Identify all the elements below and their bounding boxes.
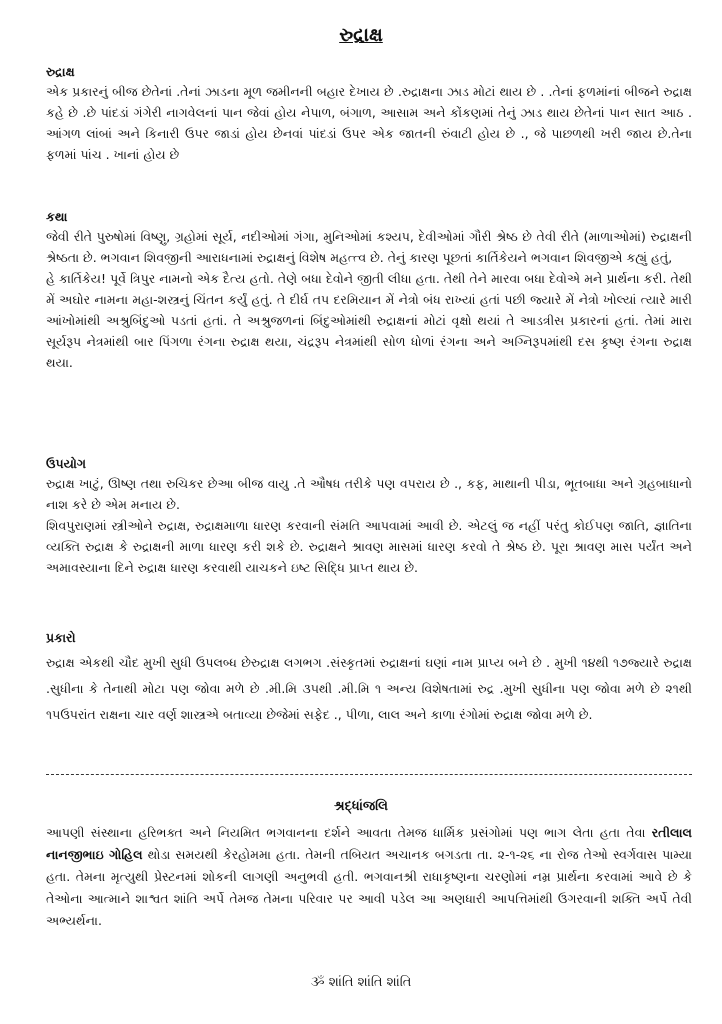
section-body-upyog — [46, 473, 692, 578]
paragraph: રુદ્રાક્ષ ખાટું, ઊષ્ણ તથા રુચિકર છેઆ બીજ વાયુ .તે ઔષધ તરીકે પણ વપરાય છે ., કફ, માથાની પીડા, ભૂતબાધા અને ગ્રહબાધાનો નાશ કરે છે એમ મનાય છે. — [46, 476, 692, 512]
page-title: રુદ્રાક્ષ — [339, 24, 383, 46]
section-body-katha — [46, 226, 692, 373]
paragraph: જેવી રીતે પુરુષોમાં વિષ્ણુ, ગ્રહોમાં સૂર્ય, નદીઓમાં ગંગા, મુનિઓમાં કશ્યપ, દેવીઓમાં ગૌરી શ્રેષ્ઠ છે તેવી રીતે (માળાઓમાં) રુદ્રાક્ષની શ્રેષ્ઠતા છે. ભગવાન શિવજીની આરાધનામાં રુદ્રાક્ષનું વિશેષ મહત્ત્વ છે. તેનું કારણ પૂછતાં કાર્તિકેયને ભગવાન શિવજીએ કહ્યું હતું, — [46, 229, 692, 265]
tribute-title: શ્રદ્ધાંજલિ — [334, 799, 388, 814]
closing-line: ૐ શાંતિ શાંતિ શાંતિ — [310, 975, 412, 990]
section-heading-prakaro: પ્રકારો — [46, 630, 76, 645]
tribute-body — [46, 822, 692, 932]
tribute-text-start: આપણી સંસ્થાના હરિભક્ત અને નિયમિત ભગવાનના દર્શને આવતા તેમજ ધાર્મિક પ્રસંગોમાં પણ ભાગ લેતા હતા તેવા — [46, 825, 652, 840]
section-body-rudraksh — [46, 81, 692, 165]
dashed-divider — [46, 774, 692, 775]
paragraph: એક પ્રકારનું બીજ છેતેનાં .તેનાં ઝાડના મૂળ જમીનની બહાર દેખાય છે .રુદ્રાક્ષના ઝાડ મોટાં થાય છે . .તેનાં ફળમાંનાં બીજને રુદ્રાક્ષ કહે છે .છે પાંદડાં ગંગેરી નાગવેલનાં પાન જેવાં હોય નેપાળ, બંગાળ, આસામ અને કોંકણમાં તેનું ઝાડ થાય છેતેનાં પાન સાત આઠ . આંગળ લાંબાં અને કિનારી ઉપર જાડાં હોય છેનવાં પાંદડાં ઉપર એક જાતની રુંવાટી હોય છે ., જે પાછળથી ખરી જાય છે.તેના ફળમાં પાંચ . ખાનાં હોય છે — [46, 84, 692, 162]
section-heading-rudraksh: રુદ્રાક્ષ — [46, 64, 75, 79]
paragraph: રુદ્રાક્ષ એકથી ચૌદ મુખી સુધી ઉપલબ્ધ છેરુદ્રાક્ષ લગભગ .સંસ્કૃતમાં રુદ્રાક્ષનાં ઘણાં નામ પ્રાપ્ય બને છે . મુખી ૧૪થી ૧૭જ્યારે રુદ્રાક્ષ .સુધીના કે તેનાથી મોટા પણ જોવા મળે છે .મી.મિ ૩૫થી .મી.મિ ૧ અન્ય વિશેષતામાં રુદ્ર .મુખી સુધીના પણ જોવા મળે છે ૨૧થી ૧૫ઉપરાંત રાક્ષના ચાર વર્ણ શાસ્ત્રએ બતાવ્યા છેજેમાં સફેદ ., પીળા, લાલ અને કાળા રંગોમાં રુદ્રાક્ષ જોવા મળે છે. — [46, 655, 692, 722]
paragraph: હે કાર્તિકેય! પૂર્વે ત્રિપુર નામનો એક દૈત્ય હતો. તેણે બધા દેવોને જીતી લીધા હતા. તેથી તેને મારવા બધા દેવોએ મને પ્રાર્થના કરી. તેથી મેં અઘોર નામના મહા-શસ્ત્રનું ચિંતન કર્યું હતું. તે દીર્ઘ તપ દરમિયાન મેં નેત્રો બંધ રાખ્યાં હતાં પછી જ્યારે મેં નેત્રો ખોલ્યાં ત્યારે મારી આંખોમાંથી અશ્રુબિંદુઓ પડતાં હતાં. તે અશ્રુજળનાં બિંદુઓમાંથી રુદ્રાક્ષનાં મોટાં વૃક્ષો થયાં તે આડત્રીસ પ્રકારનાં હતાં. તેમાં મારા સૂર્યરૂપ નેત્રમાંથી બાર પિંગળા રંગના રુદ્રાક્ષ થયા, ચંદ્રરૂપ નેત્રમાંથી સોળ ધોળાં રંગના અને અગ્નિરૂપમાંથી દસ કૃષ્ણ રંગના રુદ્રાક્ષ થયા. — [46, 271, 692, 370]
tribute-text-end: થોડા સમયથી કેરહોમમા હતા. તેમની તબિયત અચાનક બગડતા તા. ૨-૧-૨૬ ના રોજ તેઓ સ્વર્ગવાસ પામ્યા હતા. તેમના મૃત્યુથી પ્રેસ્ટનમાં શોકની લાગણી અનુભવી હતી. ભગવાનશ્રી રાધાકૃષ્ણના ચરણોમાં નમ્ર પ્રાર્થના કરવામાં આવે છે કે તેઓના આત્માને શાશ્વત શાંતિ અર્પે તેમજ તેમના પરિવાર પર આવી પડેલ આ અણધારી આપત્તિમાંથી ઉગરવાની શક્તિ અર્પે તેવી અભ્યર્થના. — [46, 847, 692, 928]
tribute-person-name: રતીલાલ નાનજીભાઇ ગોહિલ — [46, 825, 692, 862]
section-heading-upyog: ઉપયોગ — [46, 456, 87, 471]
paragraph: શિવપુરાણમાં સ્ત્રીઓને રુદ્રાક્ષ, રુદ્રાક્ષમાળા ધારણ કરવાની સંમતિ આપવામાં આવી છે. એટલું જ નહીં પરંતુ કોઈપણ જાતિ, જ્ઞાતિના વ્યક્તિ રુદ્રાક્ષ કે રુદ્રાક્ષની માળા ધારણ કરી શકે છે. રુદ્રાક્ષને શ્રાવણ માસમાં ધારણ કરવો તે શ્રેષ્ઠ છે. પૂરા શ્રાવણ માસ પર્યંત અને અમાવસ્યાના દિને રુદ્રાક્ષ ધારણ કરવાથી યાચકને ઇષ્ટ સિદ્ધિ પ્રાપ્ત થાય છે. — [46, 518, 692, 575]
section-heading-katha: કથા — [46, 209, 68, 224]
section-body-prakaro — [46, 650, 692, 728]
